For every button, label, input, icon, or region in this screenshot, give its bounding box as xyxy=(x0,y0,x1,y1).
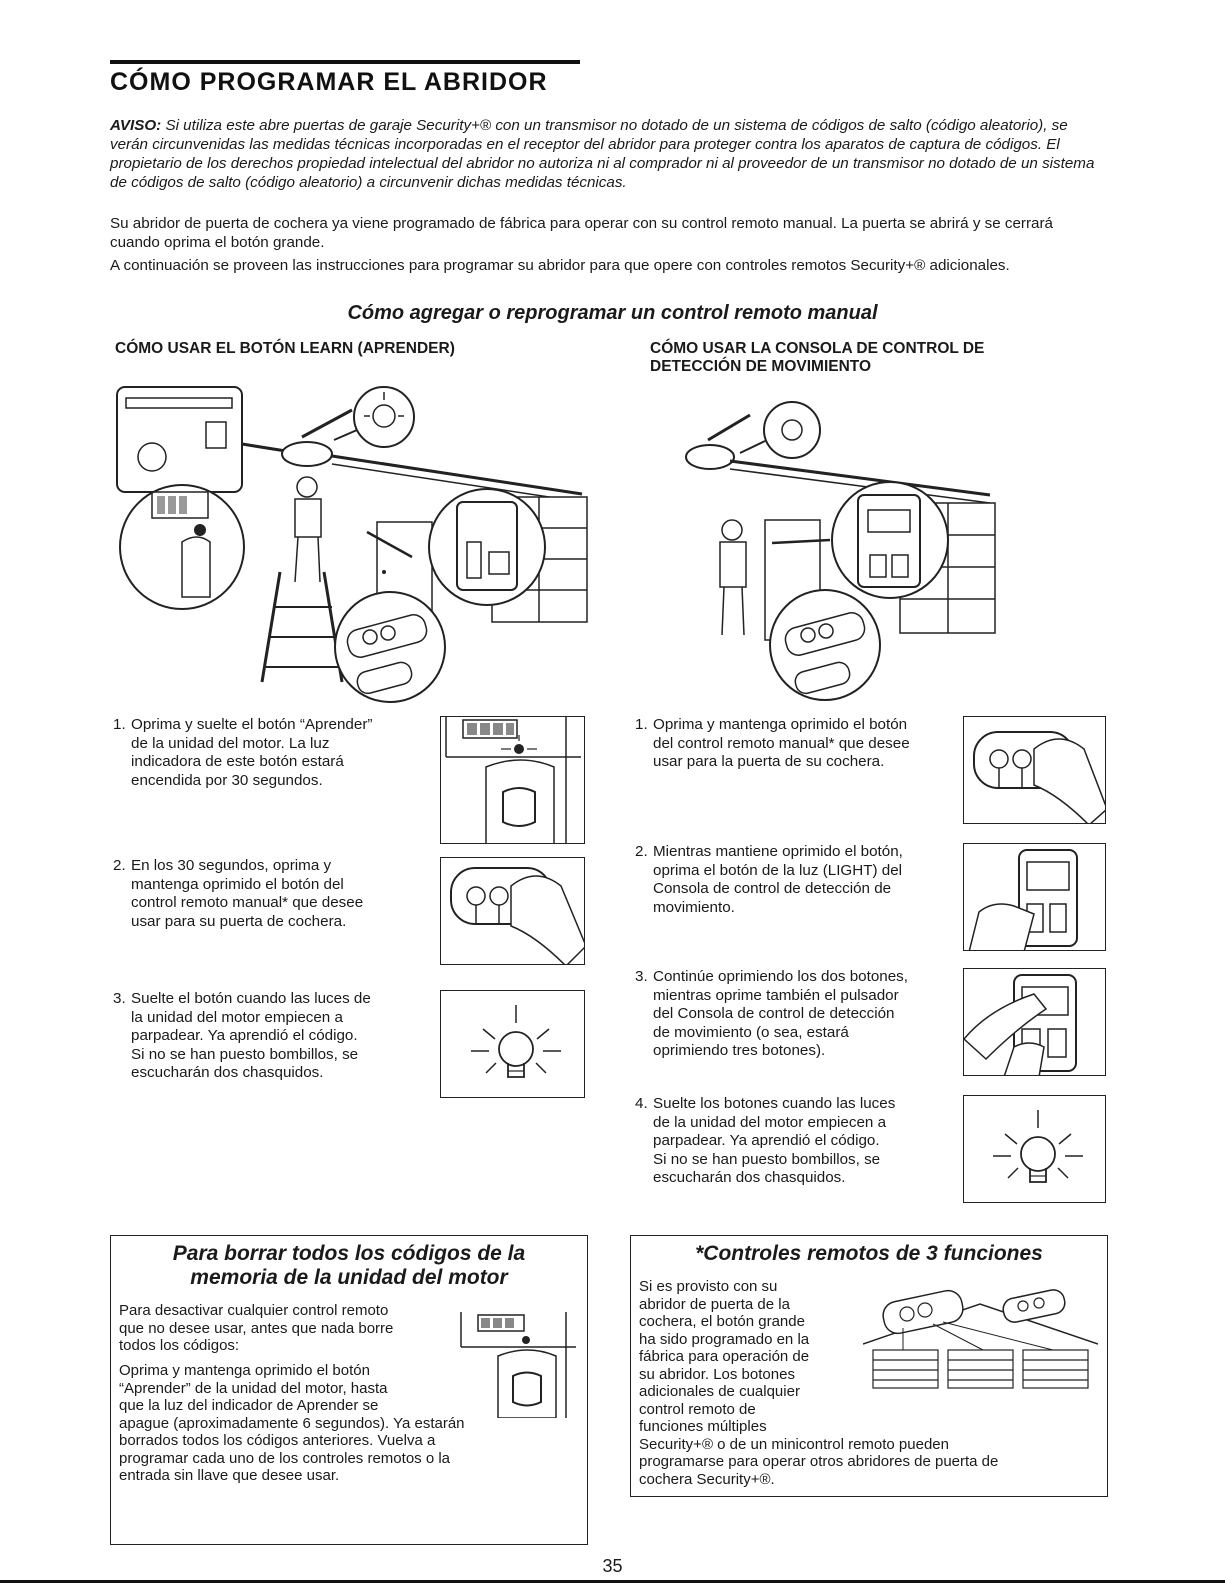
flashing-light-figure xyxy=(440,990,585,1098)
erase-codes-box xyxy=(110,1235,588,1545)
step-number: 1. xyxy=(635,716,648,733)
step-number: 3. xyxy=(113,990,126,1007)
step-number: 2. xyxy=(113,857,126,874)
right-step-4 xyxy=(635,1095,960,1188)
erase-box-paragraph-2: Oprima y mantenga oprimido el botón “Aprender” de la unidad del motor, hasta que la luz del indicador de Aprender se apague (aproximadamente 6 segundos). Ya estarán borrados todos los códigos anteriores. Vuelva a programar cada uno de los controles remotos o la entrada sin llave que desee usar. xyxy=(119,1362,465,1484)
step-text: Continúe oprimiendo los dos botones, mientras oprime también el pulsador del Consola de control de detección de movimiento (o sea, estará oprimiendo tres botones). xyxy=(653,968,908,1059)
three-function-remotes-box xyxy=(630,1235,1108,1497)
console-light-press-figure xyxy=(963,843,1106,951)
remote-box-title: *Controles remotos de 3 funciones xyxy=(695,1242,1043,1265)
step-text: Mientras mantiene oprimido el botón, oprima el botón de la luz (LIGHT) del Consola de control de detección de movimiento. xyxy=(653,843,903,916)
left-step-2 xyxy=(113,857,438,931)
erase-box-paragraph-1: Para desactivar cualquier control remoto que no desee usar, antes que nada borre todos los códigos: xyxy=(119,1302,394,1354)
notice-label: AVISO: xyxy=(110,117,162,134)
page-title: CÓMO PROGRAMAR EL ABRIDOR xyxy=(110,68,548,96)
step-text: Suelte el botón cuando las luces de la unidad del motor empiecen a parpadear. Ya aprendió el código. Si no se han puesto bombillos, se escucharán dos chasquidos. xyxy=(131,990,371,1081)
flashing-light-figure-2 xyxy=(963,1095,1106,1203)
page-number: 35 xyxy=(602,1556,623,1576)
footer-rule xyxy=(0,1580,1225,1583)
step-number: 3. xyxy=(635,968,648,985)
learn-button-figure xyxy=(440,716,585,844)
notice-text: Si utiliza este abre puertas de garaje Security+® con un transmisor no dotado de un sistema de códigos de salto (código aleatorio), se verán circunvenidas las medidas técnicas incorporadas en el receptor del abridor para proteger contra los aparatos de captura de códigos. El propietario de los derechos propiedad intelectual del abridor no autoriza ni al comprador ni al proveedor de un transmisor no dotado de un sistema de códigos de salto (código aleatorio) a circunvenir dichas medidas técnicas. xyxy=(110,117,1095,191)
erase-box-title: Para borrar todos los códigos de la memoria de la unidad del motor xyxy=(172,1242,526,1289)
intro-paragraph-2: A continuación se proveen las instrucciones para programar su abridor para que opere con controles remotos Security+® adicionales. xyxy=(110,257,1010,274)
step-text: Suelte los botones cuando las luces de la unidad del motor empiecen a parpadear. Ya aprendió el código. Si no se han puesto bombillos, se escucharán dos chasquidos. xyxy=(653,1095,896,1186)
step-number: 1. xyxy=(113,716,126,733)
left-step-1 xyxy=(113,716,438,790)
step-text: Oprima y mantenga oprimido el botón del control remoto manual* que desee usar para la puerta de su cochera. xyxy=(653,716,910,770)
right-column-heading: CÓMO USAR LA CONSOLA DE CONTROL DE DETECCIÓN DE MOVIMIENTO xyxy=(650,340,985,375)
left-column-heading: CÓMO USAR EL BOTÓN LEARN (APRENDER) xyxy=(115,340,455,357)
step-number: 2. xyxy=(635,843,648,860)
intro-paragraph-1: Su abridor de puerta de cochera ya viene programado de fábrica para operar con su control remoto manual. La puerta se abrirá y se cerrará cuando oprima el botón grande. xyxy=(110,215,1053,251)
step-text: En los 30 segundos, oprima y mantenga oprimido el botón del control remoto manual* que desee usar para su puerta de cochera. xyxy=(131,857,364,930)
notice xyxy=(110,116,1095,192)
step-number: 4. xyxy=(635,1095,648,1112)
step-text: Oprima y suelte el botón “Aprender” de la unidad del motor. La luz indicadora de este botón estará encendida por 30 segundos. xyxy=(131,716,373,789)
right-step-2 xyxy=(635,843,960,917)
section-subheading: Cómo agregar o reprogramar un control remoto manual xyxy=(347,302,878,324)
console-three-button-figure xyxy=(963,968,1106,1076)
right-step-1 xyxy=(635,716,960,772)
remote-box-text: Si es provisto con su abridor de puerta de la cochera, el botón grande ha sido programado en la fábrica para operación de su abridor. Los botones adicionales de cualquier control remoto de funciones múltiples Security+® o de un minicontrol remoto pueden programarse para operar otros abridores de puerta de cochera Security+®. xyxy=(639,1278,999,1488)
right-step-3 xyxy=(635,968,960,1061)
light-bulb-icon xyxy=(441,991,585,1098)
learn-button-figure-small xyxy=(456,1312,580,1418)
motion-console-scene xyxy=(670,395,1000,705)
remote-press-figure xyxy=(440,857,585,965)
left-step-3 xyxy=(113,990,438,1083)
remote-hold-figure xyxy=(963,716,1106,824)
header-rule xyxy=(110,60,580,64)
garage-remotes-figure xyxy=(863,1284,1098,1394)
light-bulb-icon xyxy=(964,1096,1106,1203)
learn-button-scene xyxy=(112,382,592,707)
